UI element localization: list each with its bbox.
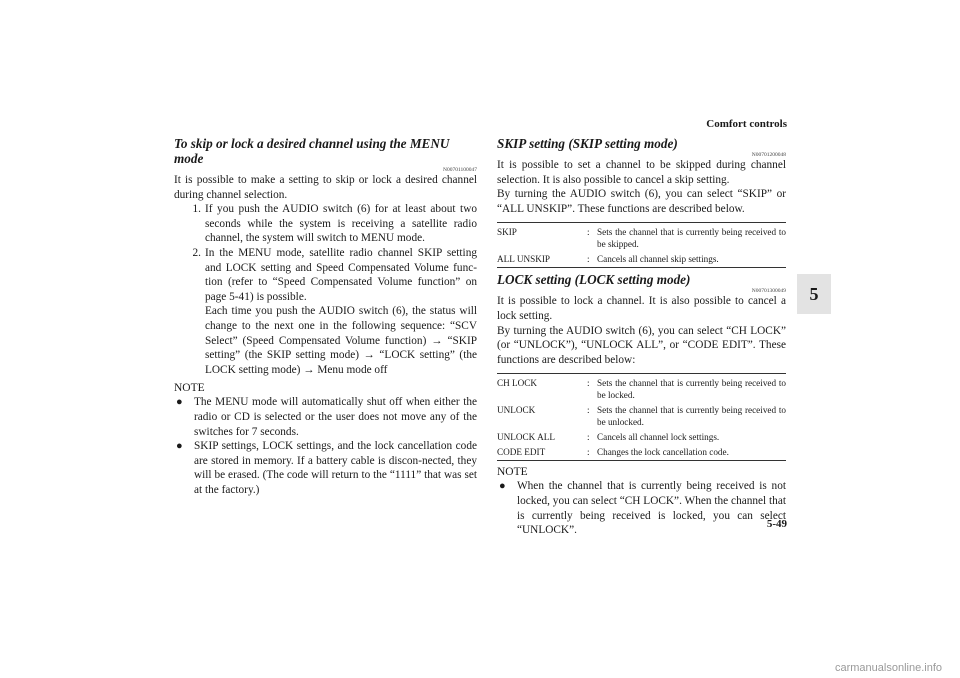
note-item bbox=[497, 479, 786, 537]
def-colon: : bbox=[587, 254, 590, 265]
def-description: Sets the channel that is currently being received to be skipped. bbox=[597, 227, 786, 250]
skip-definitions-table bbox=[497, 226, 786, 265]
step-item bbox=[174, 246, 477, 377]
lock-heading: LOCK setting (LOCK setting mode) bbox=[497, 272, 691, 288]
table-row bbox=[497, 443, 786, 458]
def-colon: : bbox=[587, 378, 590, 389]
watermark: carmanualsonline.info bbox=[834, 662, 942, 674]
step-text: In the MENU mode, satellite radio channel SKIP setting and LOCK setting and Speed Compensated Volume func-tion (refer to “Speed Compensated Volume function” on page 5-41) is possible. bbox=[205, 246, 477, 303]
table-row bbox=[497, 226, 786, 250]
step-text-block bbox=[205, 246, 477, 377]
left-intro: It is possible to make a setting to skip or lock a desired channel during channel selection. bbox=[174, 174, 477, 201]
def-term: UNLOCK ALL bbox=[497, 432, 555, 443]
left-column bbox=[174, 136, 477, 497]
right-column bbox=[497, 136, 786, 538]
bullet-icon: ● bbox=[176, 440, 183, 453]
bullet-icon: ● bbox=[176, 396, 183, 409]
step-text: If you push the AUDIO switch (6) for at least about two seconds while the system is receiving a satellite radio channel, the system will switch to MENU mode. bbox=[205, 203, 477, 245]
left-code: N00701100047 bbox=[442, 167, 477, 173]
def-term: CH LOCK bbox=[497, 378, 538, 389]
note-text: SKIP settings, LOCK settings, and the lock cancellation code are stored in memory. If a battery cable is discon-nected, they will be erased. (The code will return to the “1111” that was set at the factory.) bbox=[194, 440, 477, 496]
lock-definitions-table bbox=[497, 377, 786, 458]
note-title: NOTE bbox=[497, 466, 528, 479]
skip-code: N00701200048 bbox=[751, 152, 786, 158]
table-top-rule bbox=[497, 222, 786, 223]
lock-para: It is possible to lock a channel. It is also possible to cancel a lock setting. bbox=[497, 295, 786, 322]
table-bottom-rule bbox=[497, 267, 786, 268]
page-number: 5-49 bbox=[766, 518, 787, 530]
table-bottom-rule bbox=[497, 460, 786, 461]
step-sequence-text: Each time you push the AUDIO switch (6), the status will change to the next one in the following sequence: “SCV Select” (Speed Compensated Volume function) → “SKIP setting” (the SKIP setting mode) → “LOCK setting” (the LOCK setting mode) → Menu mode off bbox=[205, 305, 477, 376]
section-header: Comfort controls bbox=[706, 118, 787, 130]
def-description: Cancels all channel skip settings. bbox=[597, 254, 719, 265]
lock-para: By turning the AUDIO switch (6), you can select “CH LOCK” (or “UNLOCK”), “UNLOCK ALL”, or “CODE EDIT”. These functions are described below: bbox=[497, 324, 786, 366]
left-heading: To skip or lock a desired channel using the MENU mode bbox=[174, 136, 450, 166]
note-text: The MENU mode will automatically shut off when either the radio or CD is selected or the user does not move any of the switches for 7 seconds. bbox=[194, 396, 477, 438]
table-row bbox=[497, 377, 786, 401]
chapter-tab-number: 5 bbox=[809, 284, 819, 304]
def-term: CODE EDIT bbox=[497, 447, 546, 458]
skip-heading: SKIP setting (SKIP setting mode) bbox=[497, 136, 678, 151]
def-term: SKIP bbox=[497, 227, 517, 238]
note-title: NOTE bbox=[174, 382, 205, 395]
def-colon: : bbox=[587, 432, 590, 443]
note-text: When the channel that is currently being received is not locked, you can select “CH LOCK”. When the channel that is currently being received is locked, you can select “UNLOCK”. bbox=[517, 480, 786, 537]
def-colon: : bbox=[587, 447, 590, 458]
step-item bbox=[174, 202, 477, 246]
note-item bbox=[174, 439, 477, 497]
table-row bbox=[497, 401, 786, 428]
skip-para: It is possible to set a channel to be skipped during channel selection. It is also possible to cancel a skip setting. bbox=[497, 159, 786, 186]
table-row bbox=[497, 250, 786, 265]
lock-code: N00701300049 bbox=[751, 288, 786, 295]
def-colon: : bbox=[587, 405, 590, 416]
note-item bbox=[174, 395, 477, 439]
def-description: Cancels all channel lock settings. bbox=[597, 432, 720, 443]
table-top-rule bbox=[497, 373, 786, 374]
step-number: 1. bbox=[192, 203, 201, 216]
chapter-tab bbox=[797, 274, 831, 314]
def-colon: : bbox=[587, 227, 590, 238]
table-row bbox=[497, 428, 786, 443]
def-description: Sets the channel that is currently being received to be unlocked. bbox=[597, 405, 786, 428]
bullet-icon: ● bbox=[499, 480, 506, 493]
def-description: Changes the lock cancellation code. bbox=[597, 447, 729, 458]
step-number: 2. bbox=[192, 246, 201, 259]
def-term: ALL UNSKIP bbox=[497, 254, 550, 265]
skip-para: By turning the AUDIO switch (6), you can select “SKIP” or “ALL UNSKIP”. These functions are described below. bbox=[497, 188, 786, 215]
def-description: Sets the channel that is currently being received to be locked. bbox=[597, 378, 786, 401]
def-term: UNLOCK bbox=[497, 405, 536, 416]
